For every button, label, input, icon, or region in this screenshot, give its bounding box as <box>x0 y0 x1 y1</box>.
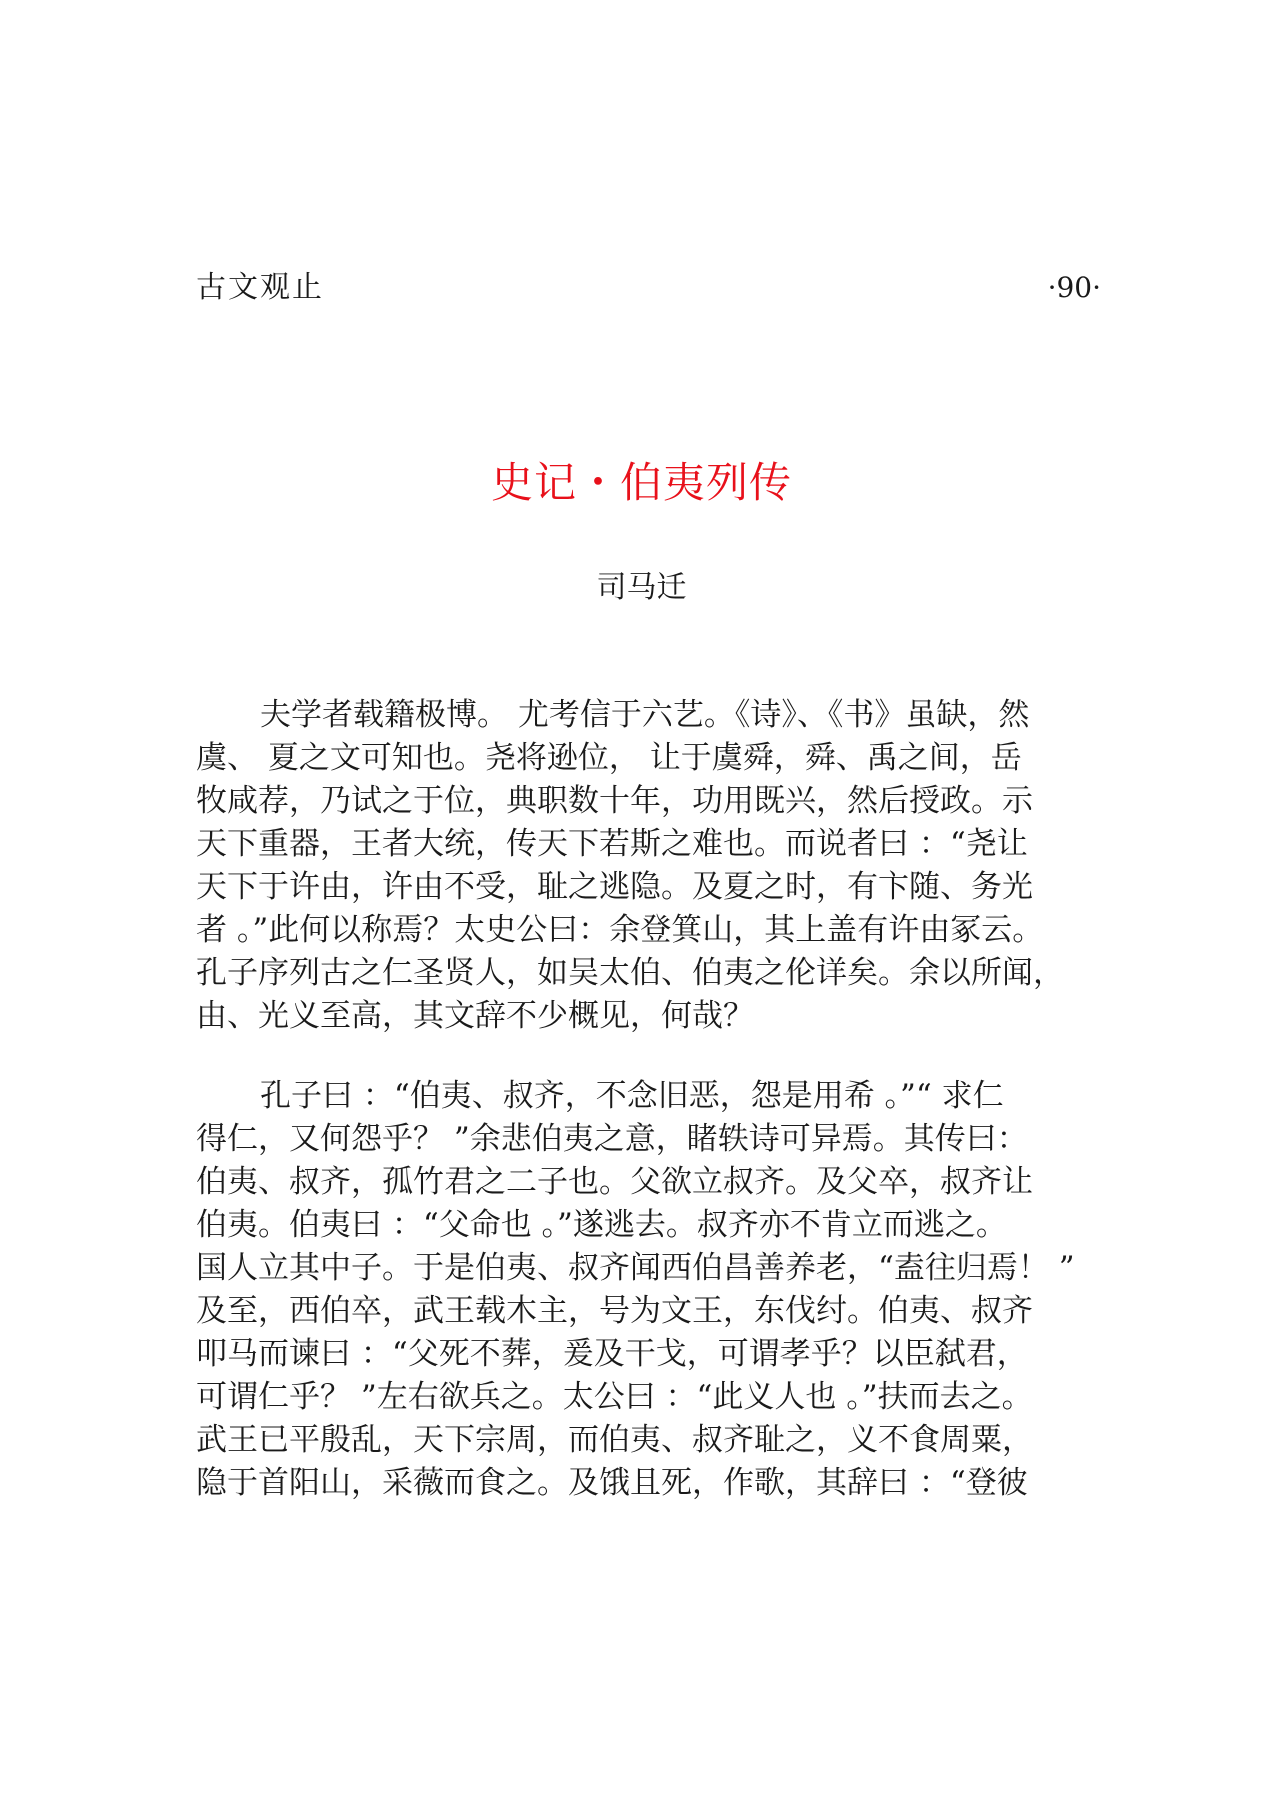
text-line: 虞、 夏之文可知也。尧将逊位， 让于虞舜，舜、禹之间，岳 <box>196 740 1022 776</box>
text-line: 伯夷。伯夷曰 ：“父命也 。”遂逃去。叔齐亦不肯立而逃之。 <box>196 1207 1007 1243</box>
text-line: 及至，西伯卒，武王载木主，号为文王，东伐纣。伯夷、叔齐 <box>196 1293 1033 1329</box>
text-line: 伯夷、叔齐，孤竹君之二子也。父欲立叔齐。及父卒，叔齐让 <box>196 1164 1033 1200</box>
text-line: 孔子曰 ：“伯夷、叔齐，不念旧恶，怨是用希 。”“ 求仁 <box>260 1078 1004 1114</box>
text-line: 国人立其中子。于是伯夷、叔齐闻西伯昌善养老，“盍往归焉！ ” <box>196 1250 1075 1286</box>
text-line: 得仁，又何怨乎？ ”余悲伯夷之意，睹轶诗可异焉。其传曰： <box>196 1121 1028 1157</box>
article-title: 史记・伯夷列传 <box>490 458 792 507</box>
paragraph-2 <box>196 1075 1096 1505</box>
text-line: 牧咸荐，乃试之于位，典职数十年，功用既兴，然后授政。示 <box>196 783 1033 819</box>
text-line: 孔子序列古之仁圣贤人，如吴太伯、伯夷之伦详矣。余以所闻， <box>196 955 1064 991</box>
text-line: 夫学者载籍极博。 尤考信于六艺。《诗》、《书》虽缺，然 <box>260 697 1030 733</box>
text-line: 天下重器，王者大统，传天下若斯之难也。而说者曰 ：“尧让 <box>196 826 1028 862</box>
text-line: 可谓仁乎？ ”左右欲兵之。太公曰 ：“此义人也 。”扶而去之。 <box>196 1379 1033 1415</box>
text-line: 由、光义至高，其文辞不少概见，何哉？ <box>196 998 754 1034</box>
text-line: 者 。”此何以称焉？太史公曰：余登箕山，其上盖有许由冢云。 <box>196 912 1044 948</box>
text-line: 天下于许由，许由不受，耻之逃隐。及夏之时，有卞随、务光 <box>196 869 1033 905</box>
running-head-book-title: 古文观止 <box>196 270 324 305</box>
article-author: 司马迁 <box>596 570 687 605</box>
paragraph-1 <box>196 694 1096 1038</box>
page-number: ·90· <box>1047 271 1101 304</box>
text-line: 武王已平殷乱，天下宗周，而伯夷、叔齐耻之，义不食周粟， <box>196 1422 1033 1458</box>
text-line: 叩马而谏曰 ：“父死不葬，爰及干戈，可谓孝乎？以臣弑君， <box>196 1336 1028 1372</box>
text-line: 隐于首阳山，采薇而食之。及饿且死，作歌，其辞曰 ：“登彼 <box>196 1465 1028 1501</box>
